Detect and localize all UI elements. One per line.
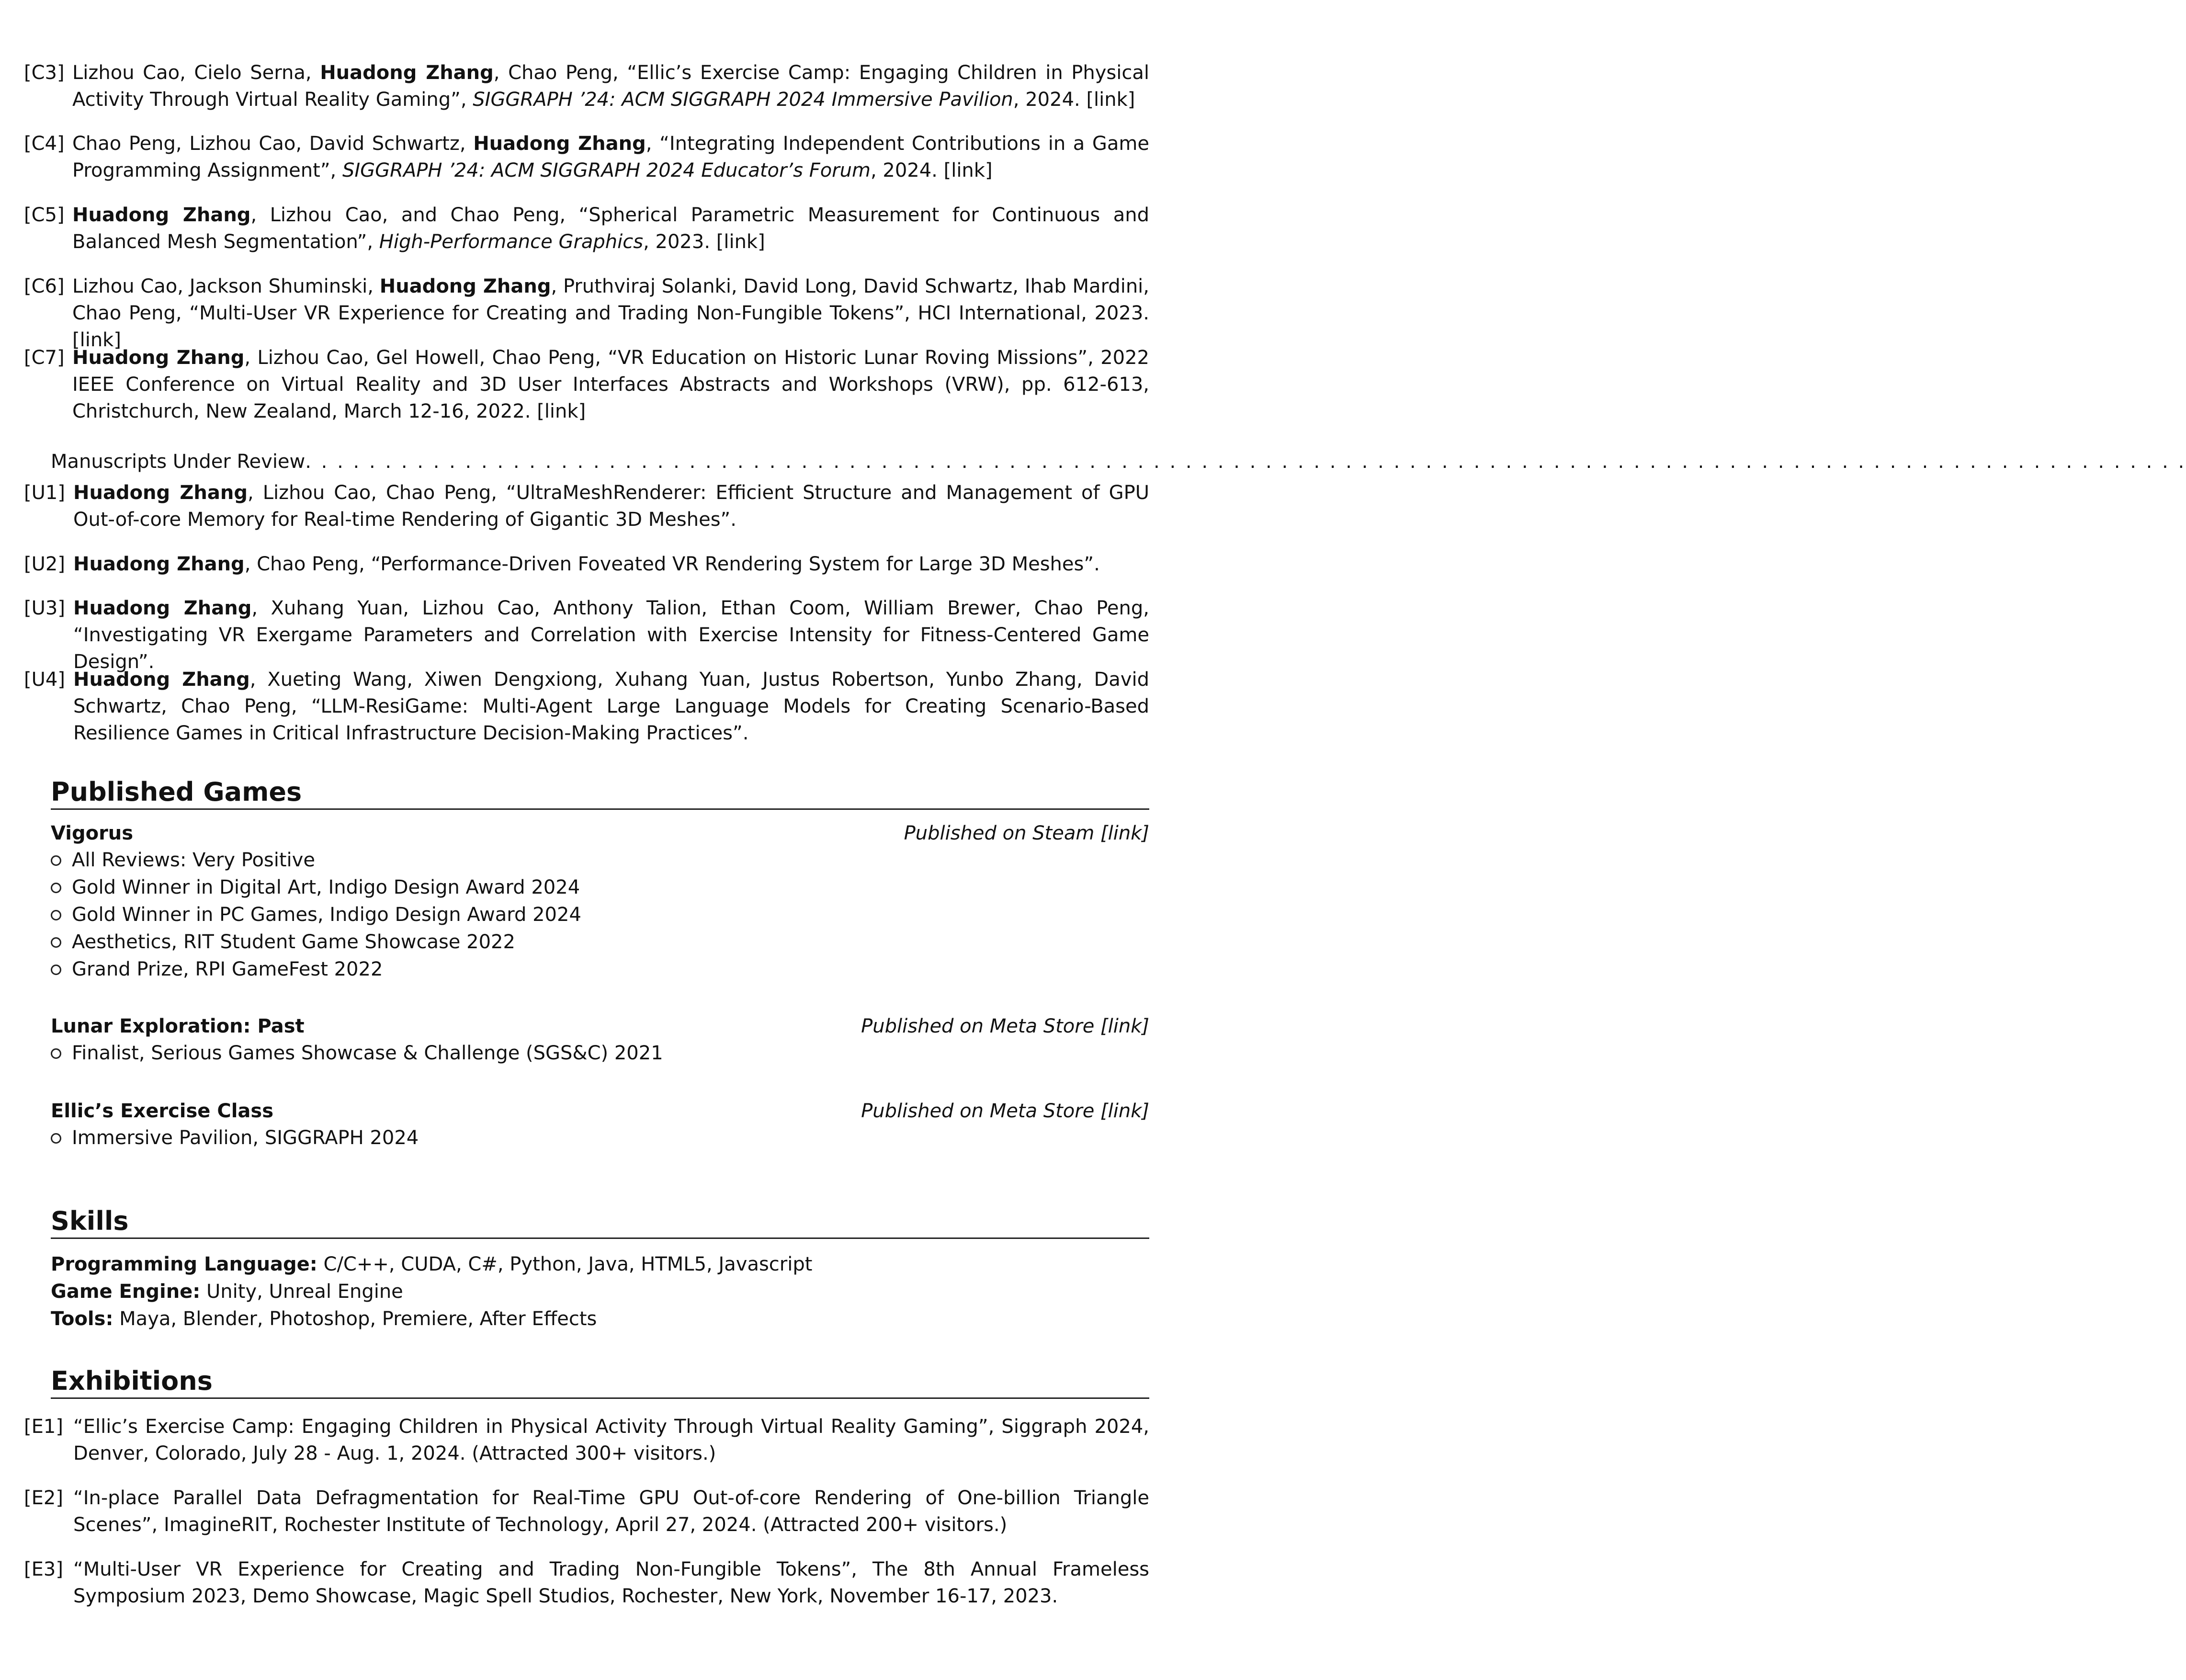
paper-entry-c3 [24, 59, 1149, 113]
skill-row-tools [51, 1305, 1149, 1333]
skill-value: Maya, Blender, Photoshop, Premiere, After Effects [113, 1308, 597, 1330]
entry-tag: [C3] [24, 62, 65, 84]
list-item [51, 956, 1149, 983]
paper-entry-c7 [24, 344, 1149, 425]
circle-bullet-icon [51, 910, 61, 920]
highlighted-author: Huadong Zhang [320, 62, 494, 84]
list-item [51, 1124, 1149, 1152]
review-entry-u2 [24, 551, 1149, 578]
entry-tag: [U1] [24, 482, 65, 504]
entry-tag: [E3] [24, 1558, 63, 1580]
entry-tag: [U4] [24, 669, 65, 691]
highlighted-author: Huadong Zhang [72, 347, 245, 369]
highlighted-author: Huadong Zhang [72, 204, 251, 226]
game-ellics-exercise-class [51, 1098, 1149, 1124]
list-item [51, 1040, 1149, 1067]
circle-bullet-icon [51, 937, 61, 948]
highlighted-author: Huadong Zhang [73, 669, 250, 691]
skill-row-programming [51, 1251, 1149, 1278]
list-item [51, 901, 1149, 929]
circle-bullet-icon [51, 1133, 61, 1144]
list-item [51, 874, 1149, 901]
authors: Lizhou Cao, Jackson Shuminski, [72, 275, 380, 297]
venue: SIGGRAPH ’24: ACM SIGGRAPH 2024 Educator’s Forum [342, 159, 871, 182]
highlighted-author: Huadong Zhang [73, 482, 248, 504]
skills-heading: Skills [51, 1205, 1149, 1239]
entry-tag: [C4] [24, 133, 65, 155]
award-text: Gold Winner in Digital Art, Indigo Design Award 2024 [72, 876, 580, 898]
under-review-heading [51, 448, 2186, 475]
game-lunar-exploration [51, 1013, 1149, 1040]
award-text: Grand Prize, RPI GameFest 2022 [72, 958, 383, 980]
exhibition-text: “In-place Parallel Data Defragmentation for Real-Time GPU Out-of-core Rendering of One-billion Triangle Scenes”, ImagineRIT, Rochester Institute of Technology, April 27, 2024. (Attracted 200+ visitors.) [73, 1487, 1149, 1536]
paper-title: , “Integrating Independent Contributions in a Game Programming Assignment”, [72, 133, 1149, 182]
award-text: Aesthetics, RIT Student Game Showcase 2022 [72, 931, 515, 953]
entry-tag: [C6] [24, 275, 65, 297]
exhibition-text: “Multi-User VR Experience for Creating and Trading Non-Fungible Tokens”, The 8th Annual Frameless Symposium 2023, Demo Showcase, Magic Spell Studios, Rochester, New York, November 16-17, 2023. [73, 1558, 1149, 1607]
list-item [51, 847, 1149, 874]
paper-title: , Pruthviraj Solanki, David Long, David Schwartz, Ihab Mardini, Chao Peng, “Multi-User VR Experience for Creating and Trading Non-Fungible Tokens”, HCI International, 2023. [link] [72, 275, 1149, 351]
entry-tag: [C7] [24, 347, 65, 369]
skill-value: Unity, Unreal Engine [200, 1281, 403, 1303]
authors: Chao Peng, Lizhou Cao, David Schwartz, [72, 133, 474, 155]
game-title: Ellic’s Exercise Class [51, 1100, 274, 1122]
year-link[interactable]: , 2024. [link] [1013, 89, 1135, 111]
skill-value: C/C++, CUDA, C#, Python, Java, HTML5, Javascript [317, 1253, 813, 1275]
skill-label: Programming Language: [51, 1253, 317, 1275]
exhibition-entry-e2 [24, 1485, 1149, 1538]
paper-title: , Lizhou Cao, and Chao Peng, “Spherical Parametric Measurement for Continuous and Balanced Mesh Segmentation”, [72, 204, 1149, 253]
award-text: Finalist, Serious Games Showcase & Challenge (SGS&C) 2021 [72, 1042, 663, 1064]
paper-entry-c6 [24, 273, 1149, 353]
exhibition-text: “Ellic’s Exercise Camp: Engaging Children in Physical Activity Through Virtual Reality Gaming”, Siggraph 2024, Denver, Colorado, July 28 - Aug. 1, 2024. (Attracted 300+ visitors.) [73, 1416, 1149, 1464]
game-ellic-awards [51, 1124, 1149, 1152]
award-text: Gold Winner in PC Games, Indigo Design Award 2024 [72, 904, 581, 926]
game-lunar-awards [51, 1040, 1149, 1067]
award-text: All Reviews: Very Positive [72, 849, 315, 871]
manuscript-text: , Xuhang Yuan, Lizhou Cao, Anthony Talion, Ethan Coom, William Brewer, Chao Peng, “Investigating VR Exergame Parameters and Correlation with Exercise Intensity for Fitness-Centered Game Design”. [73, 597, 1149, 673]
game-vigorus [51, 820, 1149, 847]
highlighted-author: Huadong Zhang [379, 275, 551, 297]
review-entry-u1 [24, 479, 1149, 533]
circle-bullet-icon [51, 855, 61, 866]
exhibition-entry-e1 [24, 1413, 1149, 1467]
entry-tag: [C5] [24, 204, 65, 226]
highlighted-author: Huadong Zhang [473, 133, 646, 155]
circle-bullet-icon [51, 1048, 61, 1059]
entry-tag: [E2] [24, 1487, 63, 1509]
exhibition-entry-e3 [24, 1556, 1149, 1610]
skills-list [51, 1251, 1149, 1333]
entry-tag: [U2] [24, 553, 65, 575]
game-title: Vigorus [51, 822, 134, 844]
paper-title: , Lizhou Cao, Gel Howell, Chao Peng, “VR Education on Historic Lunar Roving Missions”, 2022 IEEE Conference on Virtual Reality and 3D User Interfaces Abstracts and Workshops (VRW), pp. 612-613, Christchurch, New Zealand, March 12-16, 2022. [link] [72, 347, 1149, 422]
paper-entry-c5 [24, 202, 1149, 255]
entry-tag: [E1] [24, 1416, 63, 1438]
circle-bullet-icon [51, 965, 61, 975]
year-link[interactable]: , 2024. [link] [870, 159, 993, 182]
skill-label: Game Engine: [51, 1281, 201, 1303]
manuscript-text: , Chao Peng, “Performance-Driven Foveated VR Rendering System for Large 3D Meshes”. [244, 553, 1100, 575]
game-store-link[interactable]: Published on Meta Store [link] [861, 1100, 1149, 1122]
skill-row-engine [51, 1278, 1149, 1305]
venue: SIGGRAPH ’24: ACM SIGGRAPH 2024 Immersive Pavilion [473, 89, 1013, 111]
review-entry-u4 [24, 666, 1149, 747]
highlighted-author: Huadong Zhang [73, 553, 245, 575]
entry-tag: [U3] [24, 597, 65, 619]
skill-label: Tools: [51, 1308, 113, 1330]
manuscript-text: , Lizhou Cao, Chao Peng, “UltraMeshRenderer: Efficient Structure and Management of GPU Out-of-core Memory for Real-time Rendering of Gigantic 3D Meshes”. [73, 482, 1149, 531]
paper-title: , Chao Peng, “Ellic’s Exercise Camp: Engaging Children in Physical Activity Through Virtual Reality Gaming”, [72, 62, 1149, 111]
game-store-link[interactable]: Published on Steam [link] [904, 822, 1149, 844]
published-games-heading: Published Games [51, 776, 1149, 810]
leader-dots: . . . . . . . . . . . . . . . . . . . . . . . . . . . . . . . . . . . . . . . . . . . . . . . . . . . . . . . . . . . . . . . . . . . . . . . . . . . . . . . . . . . . . . . . . . . . . . . . . . . . . . . . . . . . . . . . . . . . . . [305, 451, 2186, 473]
under-review-label: Manuscripts Under Review [51, 451, 306, 473]
year-link[interactable]: , 2023. [link] [643, 231, 765, 253]
exhibitions-heading: Exhibitions [51, 1365, 1149, 1399]
game-title: Lunar Exploration: Past [51, 1015, 305, 1037]
list-item [51, 929, 1149, 956]
paper-entry-c4 [24, 130, 1149, 184]
game-vigorus-awards [51, 847, 1149, 983]
authors: Lizhou Cao, Cielo Serna, [72, 62, 320, 84]
highlighted-author: Huadong Zhang [73, 597, 252, 619]
review-entry-u3 [24, 595, 1149, 675]
game-store-link[interactable]: Published on Meta Store [link] [861, 1015, 1149, 1037]
circle-bullet-icon [51, 883, 61, 893]
venue: High-Performance Graphics [379, 231, 644, 253]
award-text: Immersive Pavilion, SIGGRAPH 2024 [72, 1127, 419, 1149]
manuscript-text: , Xueting Wang, Xiwen Dengxiong, Xuhang Yuan, Justus Robertson, Yunbo Zhang, David Schwartz, Chao Peng, “LLM-ResiGame: Multi-Agent Large Language Models for Creating Scenario-Based Resilience Games in Critical Infrastructure Decision-Making Practices”. [73, 669, 1149, 744]
